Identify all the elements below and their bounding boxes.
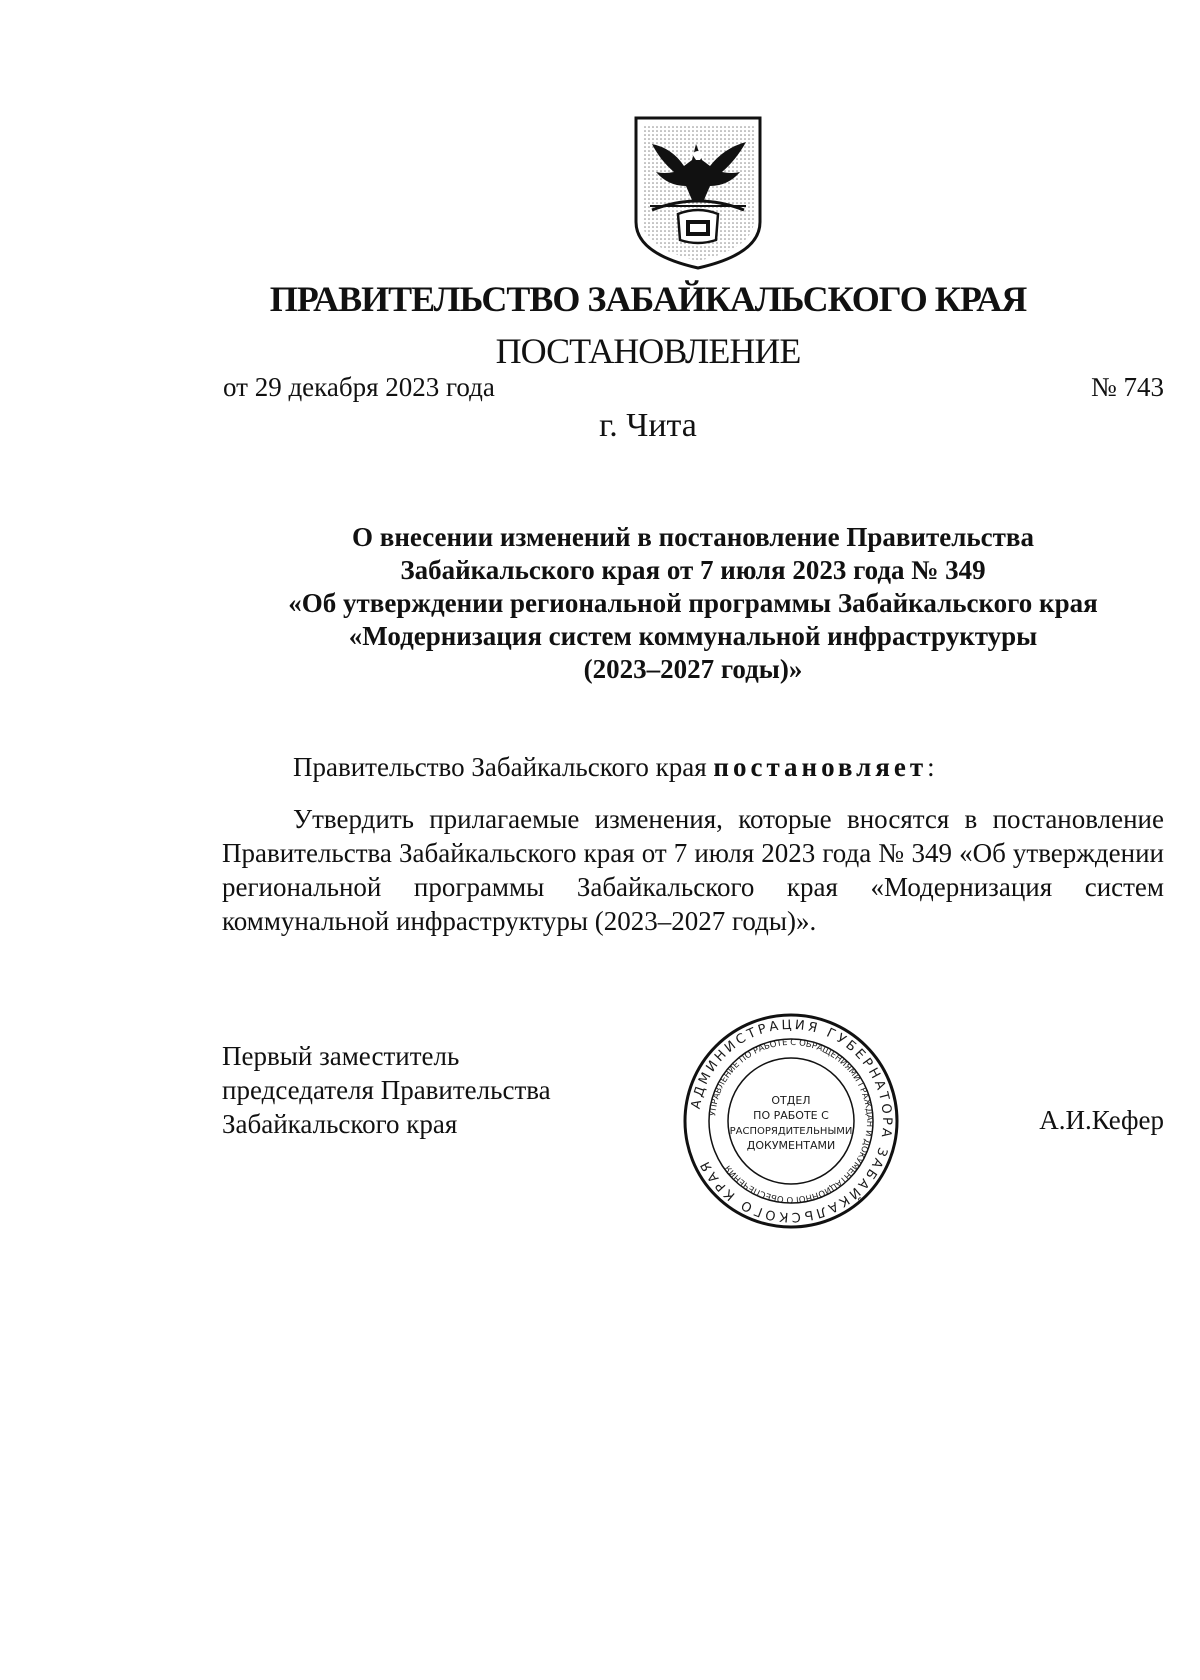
seal-center-line: ДОКУМЕНТАМИ (746, 1139, 836, 1152)
document-number: № 743 (1090, 372, 1164, 402)
document-city: г. Чита (599, 407, 697, 444)
document-date: от 29 декабря 2023 года (223, 372, 495, 402)
body-paragraph: Утвердить прилагаемые изменения, которые вносятся в постановление Правительства Забайкальского края от 7 июля 2023 года № 349 «Об утверждении региональной программы Забайкальского края «Модернизация систем коммунальной инфраструктуры (2023–2027 годы)». (222, 804, 1164, 936)
title-line: «Об утверждении региональной программы Забайкальского края (288, 588, 1098, 618)
document-type: ПОСТАНОВЛЕНИЕ (495, 331, 801, 371)
seal-center-line: ПО РАБОТЕ С (753, 1109, 829, 1122)
title-line: (2023–2027 годы)» (583, 654, 803, 684)
signer-title-line: Забайкальского края (222, 1109, 458, 1139)
seal-center-line: ОТДЕЛ (771, 1094, 811, 1107)
title-line: «Модернизация систем коммунальной инфраструктуры (348, 621, 1038, 651)
title-line: О внесении изменений в постановление Правительства (352, 522, 1034, 552)
signer-title (222, 1039, 551, 1141)
title-line: Забайкальского края от 7 июля 2023 года № 349 (400, 555, 986, 585)
seal-center-line: РАСПОРЯДИТЕЛЬНЫМИ (729, 1126, 853, 1137)
decree-prefix: Правительство Забайкальского края (293, 752, 707, 782)
decree-suffix: : (927, 752, 935, 782)
official-seal-icon (680, 1010, 902, 1232)
organization-name: ПРАВИТЕЛЬСТВО ЗАБАЙКАЛЬСКОГО КРАЯ (269, 279, 1027, 319)
signer-name: А.И.Кефер (1039, 1105, 1164, 1135)
seal-inner-text: УПРАВЛЕНИЕ ПО РАБОТЕ С ОБРАЩЕНИЯМИ ГРАЖДАН И ДОКУМЕНТАЦИОННОГО ОБЕСПЕЧЕНИЯ (708, 1037, 875, 1205)
signer-title-line: Первый заместитель (222, 1041, 460, 1071)
decree-verb: постановляет (713, 752, 928, 782)
document-title (222, 521, 1164, 686)
coat-of-arms-icon (632, 114, 764, 272)
decree-statement (293, 752, 935, 783)
seal-outer-text: АДМИНИСТРАЦИЯ ГУБЕРНАТОРА ЗАБАЙКАЛЬСКОГО КРАЯ (688, 1017, 895, 1225)
signer-title-line: председателя Правительства (222, 1075, 551, 1105)
